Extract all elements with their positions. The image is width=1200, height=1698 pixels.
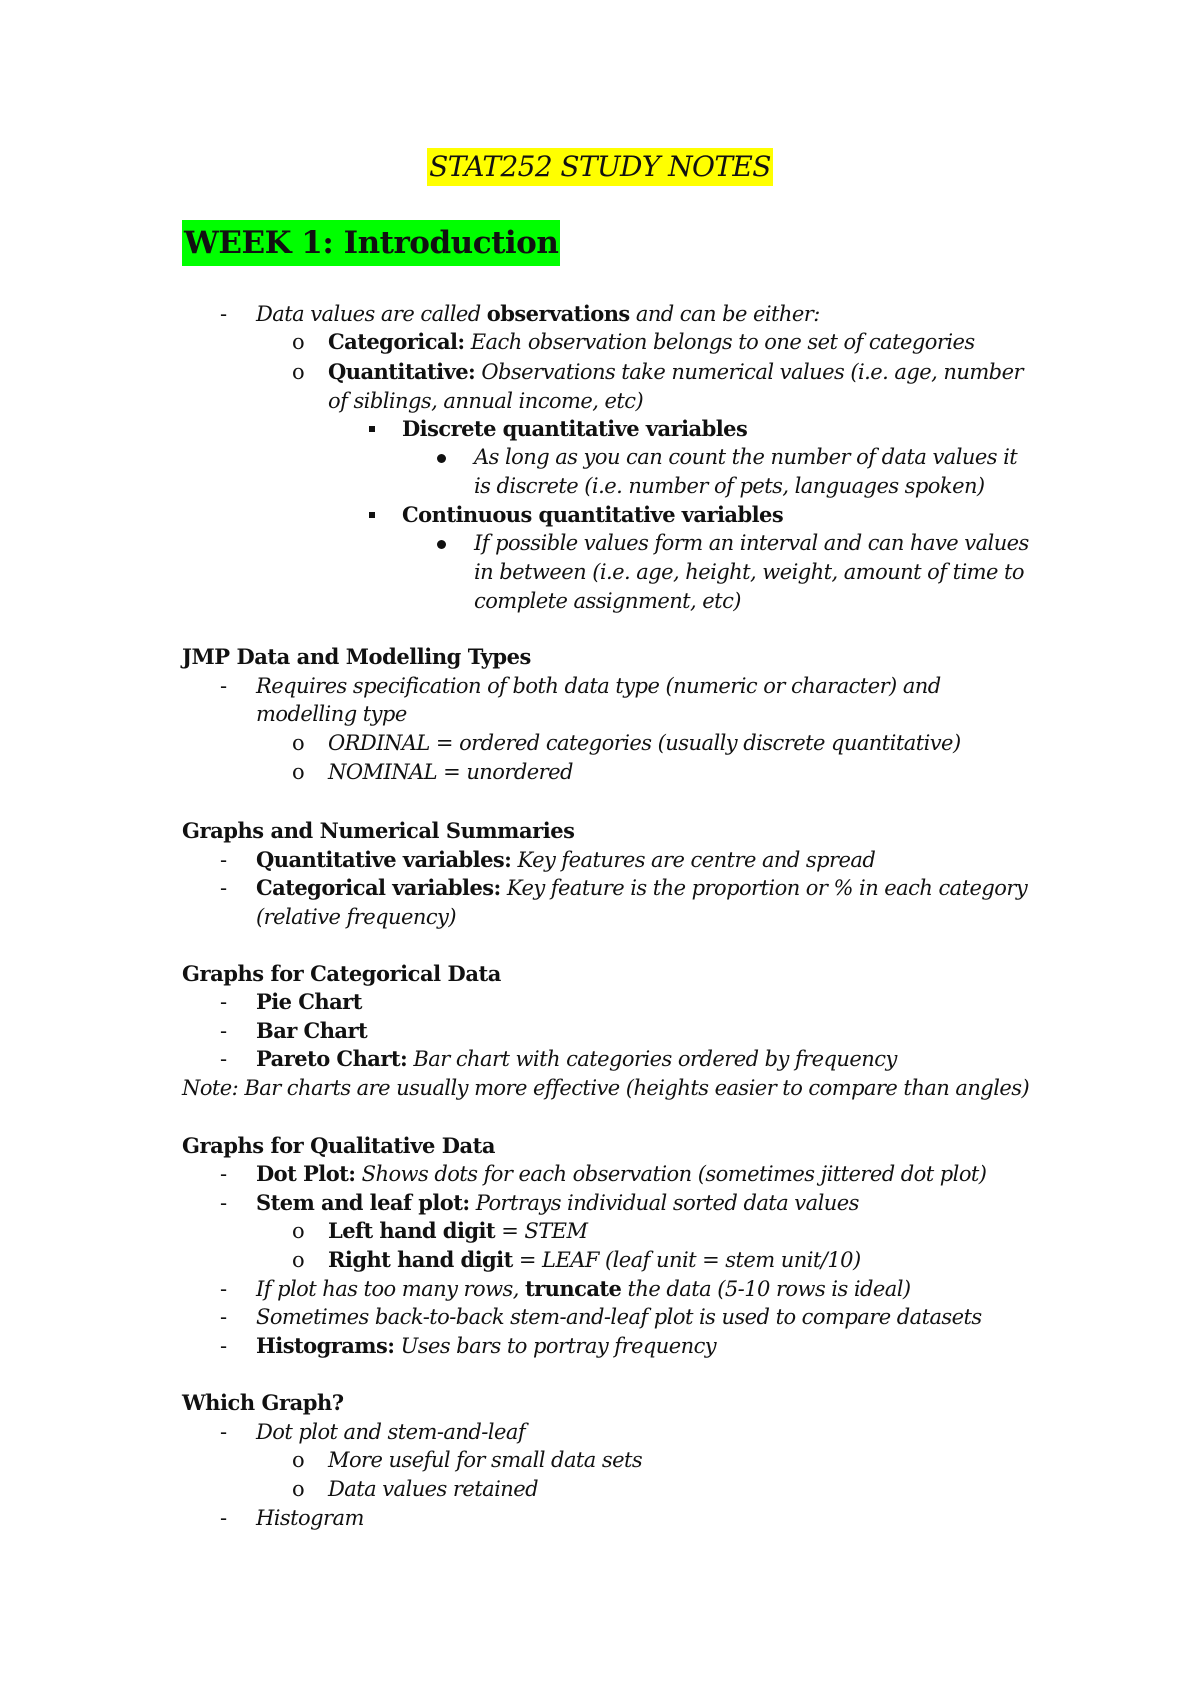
dash-bullet: - [220, 1162, 228, 1186]
stem-leaf-item [256, 1189, 859, 1217]
quantitative-line-2: of siblings, annual income, etc) [328, 389, 644, 413]
text-span: Data values are called [256, 302, 487, 326]
dot-plot-item [256, 1160, 986, 1188]
categorical-variables-line [256, 874, 1027, 902]
back-to-back-line: Sometimes back-to-back stem-and-leaf plot is used to compare datasets [256, 1305, 982, 1329]
dash-bullet: - [220, 1191, 228, 1215]
dash-bullet: - [220, 848, 228, 872]
right-hand-digit-line [328, 1246, 861, 1274]
text-span: Key features are centre and spread [511, 848, 876, 872]
circle-bullet: o [292, 1448, 305, 1472]
text-span: Each observation belongs to one set of categories [464, 330, 975, 354]
quantitative-term: Quantitative: [328, 359, 476, 384]
graphs-qualitative-heading: Graphs for Qualitative Data [182, 1133, 496, 1158]
stem-leaf-term: Stem and leaf plot: [256, 1190, 470, 1215]
circle-bullet: o [292, 731, 305, 755]
continuous-text-3: complete assignment, etc) [474, 589, 741, 613]
categorical-variables-term: Categorical variables: [256, 875, 501, 900]
histograms-term: Histograms: [256, 1333, 395, 1358]
dash-bullet: - [220, 1506, 228, 1530]
nominal-line: NOMINAL = unordered [328, 760, 573, 784]
truncate-term: truncate [525, 1276, 622, 1301]
circle-bullet: o [292, 1219, 305, 1243]
title-container [0, 148, 1200, 186]
text-span: Key feature is the proportion or % in each category [500, 876, 1028, 900]
round-bullet [437, 454, 446, 463]
square-bullet [369, 512, 375, 518]
jmp-heading: JMP Data and Modelling Types [182, 644, 531, 669]
categorical-line [328, 328, 975, 356]
dash-bullet: - [220, 1305, 228, 1329]
text-span: and can be either: [629, 302, 820, 326]
discrete-text: As long as you can count the number of data values it [474, 445, 1018, 469]
histograms-line [256, 1332, 716, 1360]
dash-bullet: - [220, 674, 228, 698]
jmp-text-2: modelling type [256, 702, 407, 726]
dash-bullet: - [220, 876, 228, 900]
quantitative-variables-term: Quantitative variables: [256, 847, 512, 872]
jmp-text: Requires specification of both data type (numeric or character) and [256, 674, 941, 698]
dot-plot-term: Dot Plot: [256, 1161, 356, 1186]
text-span: If plot has too many rows, [256, 1277, 525, 1301]
histogram-line: Histogram [256, 1506, 364, 1530]
left-hand-digit-term: Left hand digit [328, 1218, 496, 1243]
square-bullet [369, 426, 375, 432]
text-span: Portrays individual sorted data values [469, 1191, 859, 1215]
text-span: = LEAF (leaf unit = stem unit/10) [512, 1248, 861, 1272]
truncate-line [256, 1275, 911, 1303]
circle-bullet: o [292, 1248, 305, 1272]
circle-bullet: o [292, 360, 305, 384]
categorical-variables-line-2: (relative frequency) [256, 905, 456, 929]
dash-bullet: - [220, 1019, 228, 1043]
dash-bullet: - [220, 990, 228, 1014]
text-span: Shows dots for each observation (sometimes jittered dot plot) [355, 1162, 987, 1186]
graphs-categorical-heading: Graphs for Categorical Data [182, 961, 501, 986]
pareto-chart-item [256, 1045, 897, 1073]
quantitative-line [328, 358, 1023, 386]
circle-bullet: o [292, 760, 305, 784]
dash-bullet: - [220, 1277, 228, 1301]
graphs-numerical-heading: Graphs and Numerical Summaries [182, 818, 575, 843]
small-data-line: More useful for small data sets [328, 1448, 643, 1472]
continuous-heading: Continuous quantitative variables [402, 502, 784, 527]
circle-bullet: o [292, 1477, 305, 1501]
pareto-term: Pareto Chart: [256, 1046, 408, 1071]
bar-chart-note: Note: Bar charts are usually more effective (heights easier to compare than angles) [182, 1076, 1030, 1100]
retained-line: Data values retained [328, 1477, 539, 1501]
dash-bullet: - [220, 302, 228, 326]
week-1-heading: WEEK 1: Introduction [182, 220, 560, 266]
continuous-text-2: in between (i.e. age, height, weight, amount of time to [474, 560, 1024, 584]
discrete-text-2: is discrete (i.e. number of pets, languages spoken) [474, 474, 985, 498]
observations-term: observations [486, 301, 630, 326]
quantitative-variables-line [256, 846, 875, 874]
which-graph-heading: Which Graph? [182, 1390, 344, 1415]
dash-bullet: - [220, 1334, 228, 1358]
ordinal-line: ORDINAL = ordered categories (usually discrete quantitative) [328, 731, 961, 755]
text-span: = STEM [495, 1219, 588, 1243]
bar-chart-item: Bar Chart [256, 1018, 368, 1043]
dash-bullet: - [220, 1420, 228, 1444]
text-span: the data (5-10 rows is ideal) [621, 1277, 911, 1301]
discrete-heading: Discrete quantitative variables [402, 416, 748, 441]
dash-bullet: - [220, 1047, 228, 1071]
text-span: Observations take numerical values (i.e. age, number [475, 360, 1023, 384]
left-hand-digit-line [328, 1217, 587, 1245]
document-title: STAT252 STUDY NOTES [427, 148, 773, 186]
observations-line [256, 300, 820, 328]
text-span: Uses bars to portray frequency [394, 1334, 717, 1358]
dot-stem-line: Dot plot and stem-and-leaf [256, 1420, 526, 1444]
round-bullet [437, 540, 446, 549]
right-hand-digit-term: Right hand digit [328, 1247, 513, 1272]
continuous-text: If possible values form an interval and can have values [474, 531, 1029, 555]
categorical-term: Categorical: [328, 329, 465, 354]
pie-chart-item: Pie Chart [256, 989, 362, 1014]
text-span: Bar chart with categories ordered by frequency [407, 1047, 897, 1071]
circle-bullet: o [292, 330, 305, 354]
